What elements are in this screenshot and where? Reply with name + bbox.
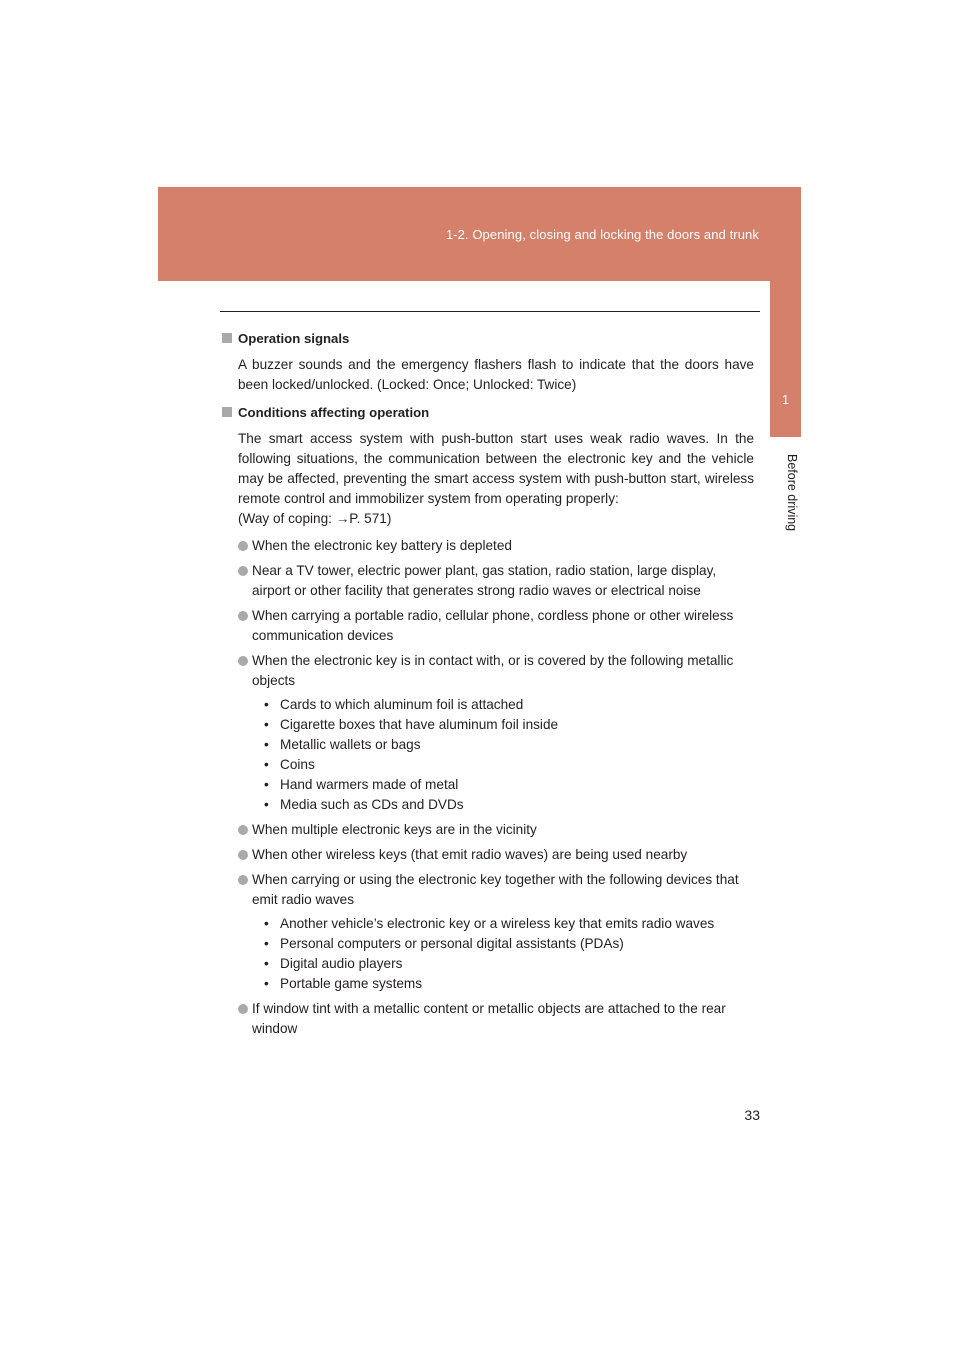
circle-bullet-icon <box>238 541 248 551</box>
bullet-icon: • <box>264 976 269 991</box>
circle-bullet-icon <box>238 566 248 576</box>
circle-bullet-icon <box>238 825 248 835</box>
section-heading: Conditions affecting operation <box>222 403 754 423</box>
bullet-icon: • <box>264 757 269 772</box>
bullet-icon: • <box>264 936 269 951</box>
section-heading: Operation signals <box>222 329 754 349</box>
chapter-number: 1 <box>781 392 790 407</box>
list-item: When the electronic key battery is depleted <box>238 536 754 556</box>
bullet-icon: • <box>264 956 269 971</box>
list-item: Near a TV tower, electric power plant, gas station, radio station, large display, airport or other facility that generates strong radio waves or electrical noise <box>238 561 754 601</box>
square-icon <box>222 333 232 343</box>
conditions-list <box>238 536 754 1039</box>
circle-bullet-icon <box>238 1004 248 1014</box>
chapter-label: Before driving <box>785 454 799 532</box>
circle-bullet-icon <box>238 656 248 666</box>
circle-bullet-icon <box>238 611 248 621</box>
section-body: A buzzer sounds and the emergency flashers flash to indicate that the doors have been locked/unlocked. (Locked: Once; Unlocked: Twice) <box>238 357 754 392</box>
section-body: The smart access system with push-button start uses weak radio waves. In the following situations, the communication between the electronic key and the vehicle may be affected, preventing the smart access system with push-button start, wireless remote control and immobilizer system from operating properly: (Way of coping: →P. 571) <box>238 431 754 526</box>
sub-list-item: • Cards to which aluminum foil is attached <box>264 695 754 715</box>
sub-list-item: • Personal computers or personal digital assistants (PDAs) <box>264 934 754 954</box>
bullet-icon: • <box>264 737 269 752</box>
chapter-header <box>158 187 801 281</box>
sub-list-item: • Hand warmers made of metal <box>264 775 754 795</box>
square-icon <box>222 407 232 417</box>
radio-devices-list <box>252 914 754 994</box>
sub-list-item: • Portable game systems <box>264 974 754 994</box>
bullet-icon: • <box>264 697 269 712</box>
bullet-icon: • <box>264 916 269 931</box>
list-item: When carrying a portable radio, cellular phone, cordless phone or other wireless communication devices <box>238 606 754 646</box>
divider <box>220 311 760 312</box>
sub-list-item: • Media such as CDs and DVDs <box>264 795 754 815</box>
bullet-icon: • <box>264 717 269 732</box>
list-item: If window tint with a metallic content or metallic objects are attached to the rear window <box>238 999 754 1039</box>
page-number: 33 <box>744 1107 760 1123</box>
page-content <box>222 329 754 1044</box>
sub-list-item: • Coins <box>264 755 754 775</box>
sub-list-item: • Metallic wallets or bags <box>264 735 754 755</box>
list-item: When carrying or using the electronic key together with the following devices that emit radio waves • Another vehicle’s electronic key or a wireless key that emits radio waves • Personal computers or personal digital assistants (PDAs) • Digital audio players • Portable game systems <box>238 870 754 994</box>
list-item: When multiple electronic keys are in the vicinity <box>238 820 754 840</box>
section-title: 1-2. Opening, closing and locking the doors and trunk <box>445 227 759 242</box>
sub-list-item: • Digital audio players <box>264 954 754 974</box>
bullet-icon: • <box>264 777 269 792</box>
list-item: When other wireless keys (that emit radio waves) are being used nearby <box>238 845 754 865</box>
circle-bullet-icon <box>238 875 248 885</box>
page-reference: (Way of coping: →P. 571) <box>238 511 392 526</box>
metallic-objects-list <box>252 695 754 815</box>
circle-bullet-icon <box>238 850 248 860</box>
sub-list-item: • Another vehicle’s electronic key or a wireless key that emits radio waves <box>264 914 754 934</box>
chapter-tab <box>770 281 801 437</box>
bullet-icon: • <box>264 797 269 812</box>
list-item: When the electronic key is in contact with, or is covered by the following metallic objects • Cards to which aluminum foil is attached • Cigarette boxes that have aluminum foil inside • Metallic wallets or bags • Coins • Hand warmers made of metal • Media such as CDs and DVDs <box>238 651 754 815</box>
sub-list-item: • Cigarette boxes that have aluminum foil inside <box>264 715 754 735</box>
